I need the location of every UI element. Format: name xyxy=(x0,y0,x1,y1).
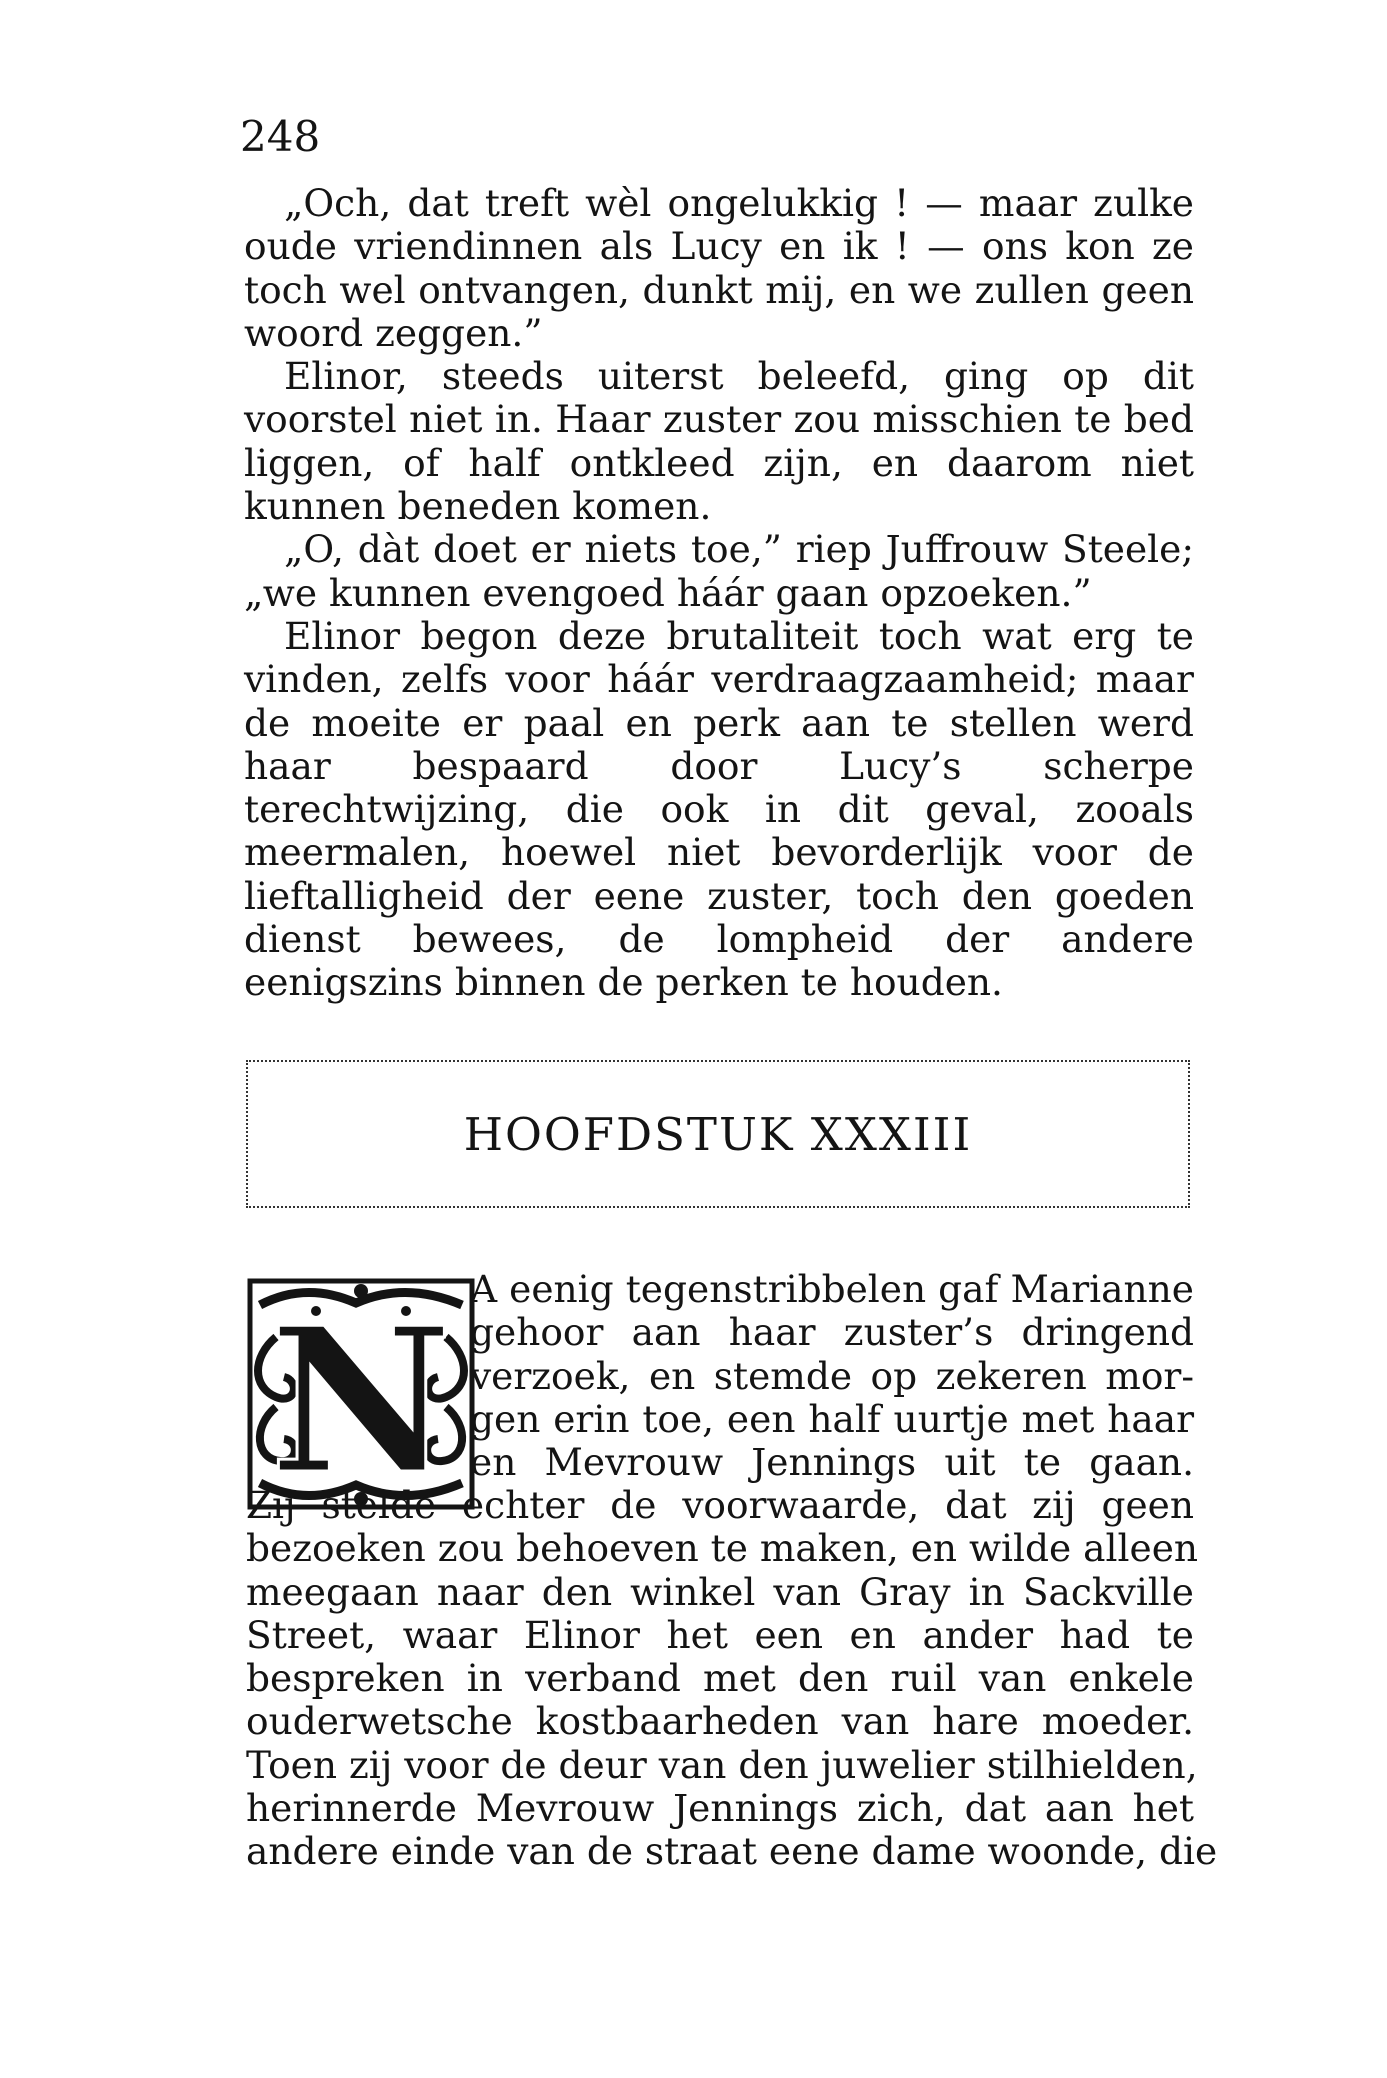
chapter-heading: HOOFDSTUK XXXIII xyxy=(463,1108,973,1161)
initial-letter: N xyxy=(269,1284,453,1511)
text-line: bespreken in verband met den ruil van enkele xyxy=(246,1656,1194,1701)
chapter-body-text xyxy=(246,1483,1218,1874)
paragraph: „O, dàt doet er niets toe,” riep Juffrouw Steele; „we kunnen evengoed háár gaan opzoeken.” xyxy=(244,527,1194,615)
page-number: 248 xyxy=(240,112,321,161)
ornament-initial-n-icon xyxy=(246,1277,476,1511)
text-line: Street, waar Elinor het een en ander had te xyxy=(246,1612,1194,1657)
paragraph: Elinor begon deze brutaliteit toch wat erg te vinden, zelfs voor háár verdraagzaamheid; maar de moeite er paal en perk aan te stellen werd haar bespaard door Lucy’s scherpe terechtwijzing, die ook in dit geval, zooals meermalen, hoewel niet bevorderlijk voor de lieftalligheid der eene zuster, toch den goeden dienst bewees, de lompheid der andere eenigszins binnen de perken te houden. xyxy=(244,613,1194,1005)
paragraph: „Och, dat treft wèl ongelukkig ! — maar zulke oude vriendinnen als Lucy en ik ! — ons kon ze toch wel ontvangen, dunkt mij, en we zullen geen woord zeggen.” xyxy=(244,181,1194,355)
decorated-initial xyxy=(246,1277,476,1511)
text-line: gehoor aan haar zuster’s dringend xyxy=(470,1310,1194,1355)
text-line: verzoek, en stemde op zekeren mor- xyxy=(470,1353,1194,1398)
top-text-block xyxy=(244,182,1194,1005)
chapter-heading-box xyxy=(246,1060,1190,1208)
text-line: gen erin toe, een half uurtje met haar xyxy=(470,1396,1194,1441)
text-line: bezoeken zou behoeven te maken, en wilde alleen xyxy=(246,1526,1199,1571)
initial-side-text xyxy=(470,1268,1194,1484)
text-line: A eenig tegenstribbelen gaf Marianne xyxy=(470,1267,1194,1311)
text-line: Toen zij voor de deur van den juwelier stilhielden, xyxy=(246,1742,1198,1787)
text-line: andere einde van de straat eene dame woonde, die xyxy=(246,1829,1218,1874)
text-line: en Mevrouw Jennings uit te gaan. xyxy=(470,1440,1194,1485)
text-line: Zij stelde echter de voorwaarde, dat zij geen xyxy=(246,1483,1194,1527)
text-line: herinnerde Mevrouw Jennings zich, dat aan het xyxy=(246,1786,1194,1831)
paragraph: Elinor, steeds uiterst beleefd, ging op dit voorstel niet in. Haar zuster zou misschien te bed liggen, of half ontkleed zijn, en daarom niet kunnen beneden komen. xyxy=(244,354,1194,529)
text-line: ouderwetsche kostbaarheden van hare moeder. xyxy=(246,1699,1194,1744)
text-line: meegaan naar den winkel van Gray in Sackville xyxy=(246,1569,1194,1614)
